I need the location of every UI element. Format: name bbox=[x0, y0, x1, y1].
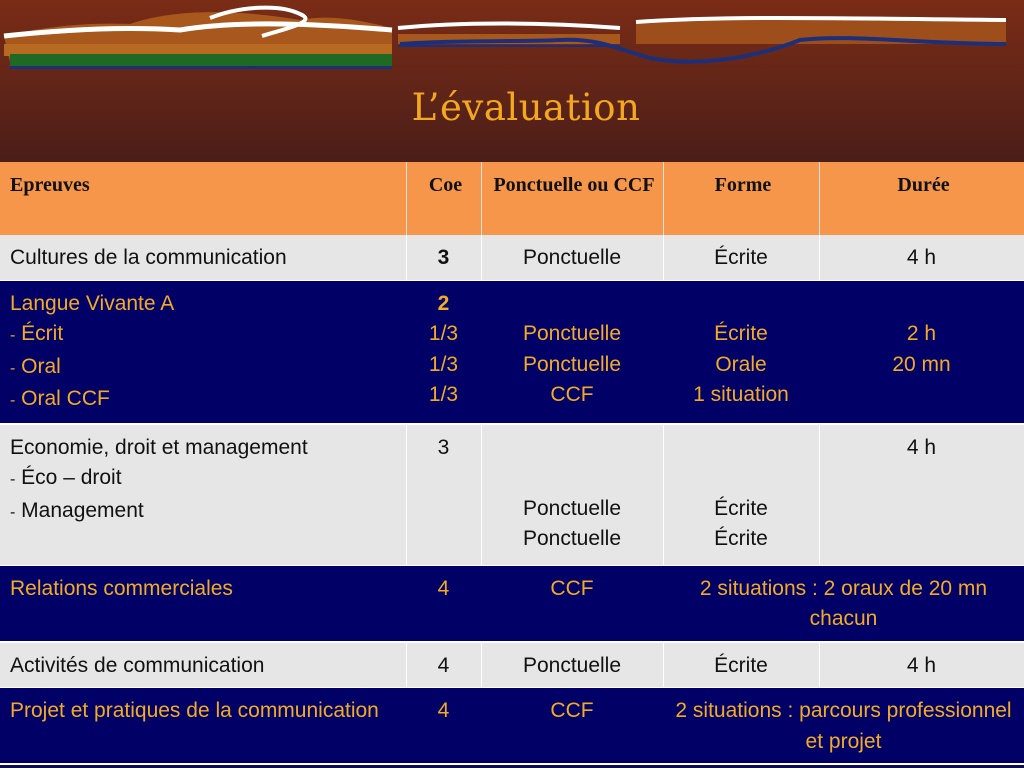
epreuve-name: Activités de communication bbox=[10, 653, 265, 677]
ponctuelle-value: Ponctuelle bbox=[522, 246, 622, 269]
cell-duree bbox=[819, 424, 1024, 566]
cell-coe bbox=[406, 280, 481, 424]
coe-sub: 1/3 bbox=[428, 383, 459, 406]
coe-value: 4 bbox=[437, 653, 450, 677]
table-row bbox=[0, 424, 1024, 566]
evaluation-table-container bbox=[0, 162, 1024, 765]
cell-epreuve bbox=[0, 642, 406, 688]
cell-coe bbox=[406, 235, 481, 280]
epreuve-name: Projet et pratiques de la communication bbox=[10, 699, 379, 722]
cell-forme bbox=[663, 280, 819, 424]
cell-ponctuelle bbox=[481, 642, 663, 688]
duree-value: 20 mn bbox=[892, 352, 951, 376]
epreuve-name: Langue Vivante A bbox=[10, 291, 175, 315]
epreuve-sub: - Oral bbox=[10, 354, 61, 378]
cell-forme-duree bbox=[663, 565, 1024, 642]
epreuve-name: Cultures de la communication bbox=[10, 246, 287, 269]
coe-value: 3 bbox=[437, 435, 450, 459]
cell-duree bbox=[819, 235, 1024, 280]
coe-value: 4 bbox=[437, 699, 450, 722]
forme-value: Écrite bbox=[714, 527, 768, 550]
coe-value: 2 bbox=[437, 291, 450, 315]
cell-forme bbox=[663, 642, 819, 688]
cell-epreuve bbox=[0, 235, 406, 280]
epreuve-name: Economie, droit et management bbox=[10, 435, 308, 459]
forme-value: Écrite bbox=[714, 496, 768, 520]
cell-forme bbox=[663, 424, 819, 566]
ponctuelle-value: CCF bbox=[550, 576, 594, 600]
table-header-row bbox=[0, 162, 1024, 235]
duree-value: 2 h bbox=[906, 322, 937, 345]
cell-epreuve bbox=[0, 565, 406, 642]
table-row bbox=[0, 280, 1024, 424]
forme-value: 1 situation bbox=[693, 383, 789, 406]
forme-duree-value: 2 situations : parcours professionnel et projet bbox=[675, 699, 1012, 753]
cell-duree bbox=[819, 280, 1024, 424]
table-row bbox=[0, 688, 1024, 765]
coe-sub: 1/3 bbox=[428, 322, 459, 345]
ponctuelle-value: Ponctuelle bbox=[522, 496, 622, 520]
cell-epreuve bbox=[0, 280, 406, 424]
cell-ponctuelle bbox=[481, 565, 663, 642]
ponctuelle-value: Ponctuelle bbox=[522, 352, 622, 376]
cell-coe bbox=[406, 642, 481, 688]
header-coe: Coe bbox=[406, 162, 481, 235]
header-duree: Durée bbox=[819, 162, 1024, 235]
forme-value: Écrite bbox=[714, 246, 768, 269]
cell-ponctuelle bbox=[481, 424, 663, 566]
epreuve-name: Relations commerciales bbox=[10, 576, 233, 600]
table-row bbox=[0, 642, 1024, 688]
duree-value: 4 h bbox=[906, 653, 937, 677]
ponctuelle-value: Ponctuelle bbox=[522, 527, 622, 550]
landscape-decoration-icon bbox=[0, 0, 1024, 162]
cell-coe bbox=[406, 424, 481, 566]
duree-value: 4 h bbox=[906, 246, 937, 269]
table-row bbox=[0, 565, 1024, 642]
cell-epreuve bbox=[0, 688, 406, 765]
cell-forme-duree bbox=[663, 688, 1024, 765]
coe-value: 3 bbox=[437, 246, 450, 269]
cell-ponctuelle bbox=[481, 688, 663, 765]
coe-sub: 1/3 bbox=[428, 352, 459, 376]
cell-forme bbox=[663, 235, 819, 280]
cell-ponctuelle bbox=[481, 280, 663, 424]
header-forme: Forme bbox=[663, 162, 819, 235]
coe-value: 4 bbox=[437, 576, 450, 600]
epreuve-sub: - Management bbox=[10, 498, 144, 522]
cell-coe bbox=[406, 688, 481, 765]
slide-title: L’évaluation bbox=[411, 86, 641, 129]
slide-header-banner bbox=[0, 0, 1024, 162]
ponctuelle-value: CCF bbox=[550, 383, 594, 406]
epreuve-sub: - Écrit bbox=[10, 322, 64, 345]
cell-epreuve bbox=[0, 424, 406, 566]
forme-value: Écrite bbox=[714, 653, 768, 677]
epreuve-sub: - Oral CCF bbox=[10, 387, 110, 410]
forme-value: Écrite bbox=[714, 322, 768, 345]
evaluation-table bbox=[0, 162, 1024, 765]
ponctuelle-value: CCF bbox=[550, 699, 594, 722]
duree-value: 4 h bbox=[906, 435, 937, 459]
ponctuelle-value: Ponctuelle bbox=[522, 322, 622, 345]
cell-coe bbox=[406, 565, 481, 642]
cell-duree bbox=[819, 642, 1024, 688]
header-ponctuelle: Ponctuelle ou CCF bbox=[481, 162, 663, 235]
ponctuelle-value: Ponctuelle bbox=[522, 653, 622, 677]
epreuve-sub: - Éco – droit bbox=[10, 466, 122, 489]
cell-ponctuelle bbox=[481, 235, 663, 280]
forme-duree-value: 2 situations : 2 oraux de 20 mn chacun bbox=[699, 576, 988, 630]
table-row bbox=[0, 235, 1024, 280]
header-epreuves: Epreuves bbox=[0, 162, 406, 235]
forme-value: Orale bbox=[715, 352, 767, 376]
